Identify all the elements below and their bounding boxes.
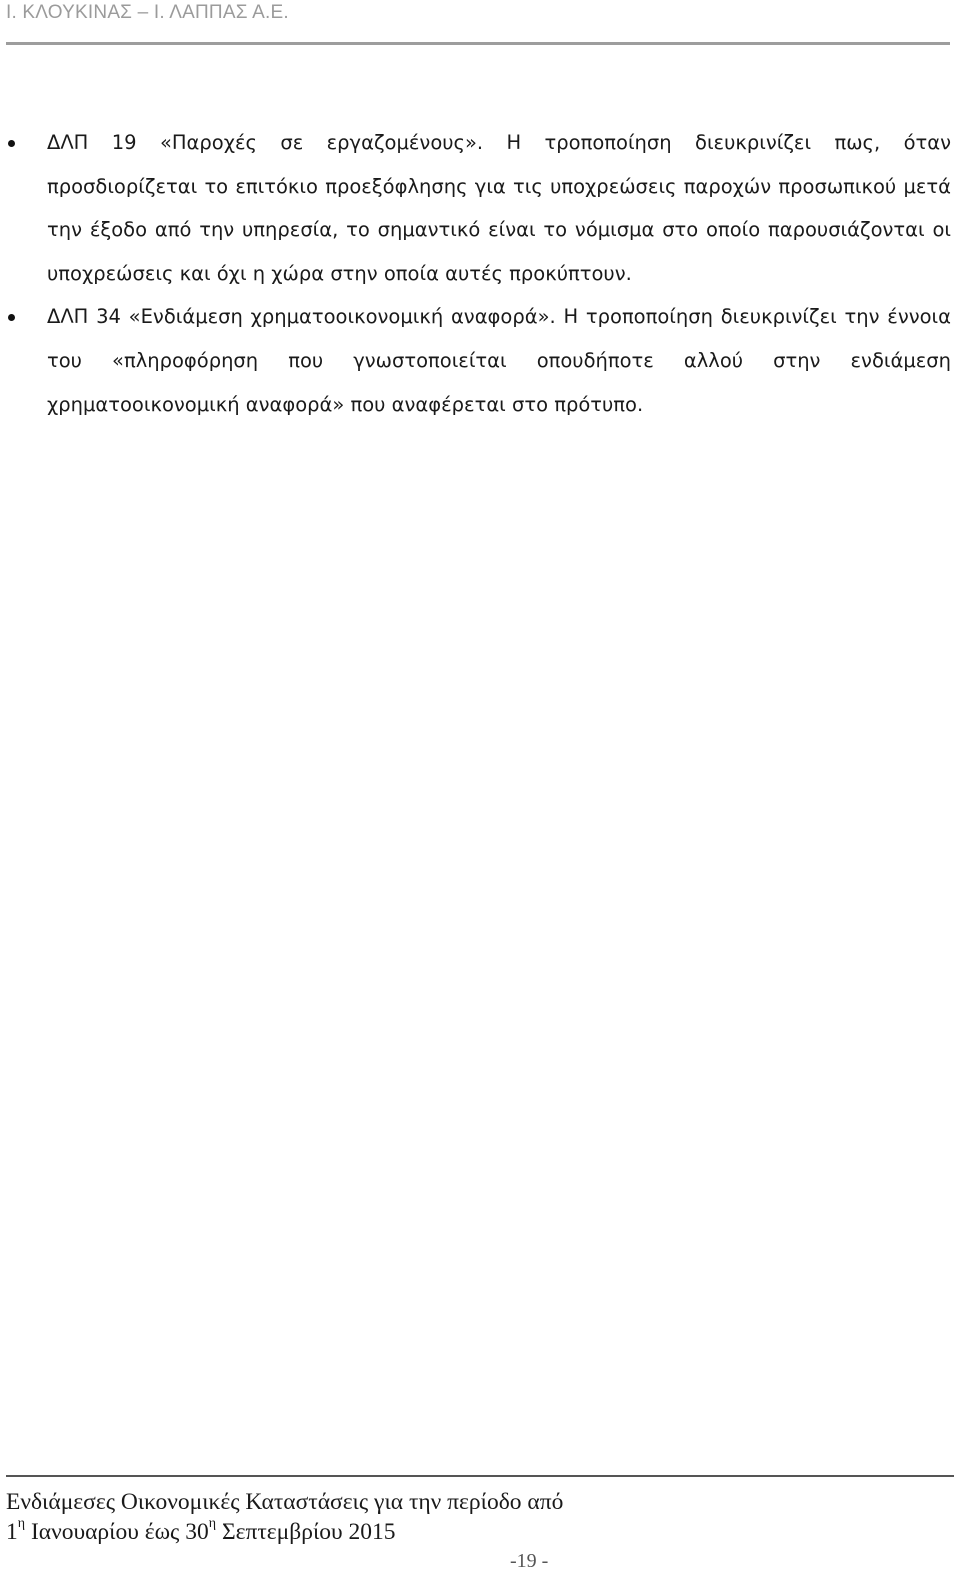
list-item-text: ΔΛΠ 19 «Παροχές σε εργαζομένους». Η τροποποίηση διευκρινίζει πως, όταν προσδιορίζεται το επιτόκιο προεξόφλησης για τις υποχρεώσεις παροχών προσωπικού μετά την έξοδο από την υπηρεσία, το σημαντικό είναι το νόμισμα στο οποίο παρουσιάζονται οι υποχρεώσεις και όχι η χώρα στην οποία αυτές προκύπτουν. [47,131,951,285]
list-item-text: ΔΛΠ 34 «Ενδιάμεση χρηματοοικονομική αναφορά». Η τροποποίηση διευκρινίζει την έννοια του «πληροφόρηση που γνωστοποιείται οπουδήποτε αλλού στην ενδιάμεση χρηματοοικονομική αναφορά» που αναφέρεται στο πρότυπο. [47,305,951,416]
list-item [47,295,951,426]
bullet-list [47,121,951,426]
page-number: -19 - [510,1550,549,1572]
list-item [47,121,951,295]
footer-title-line-2 [6,1516,396,1546]
footer-period-end: Σεπτεμβρίου 2015 [216,1519,396,1545]
footer-start-ordinal: η [17,1516,26,1532]
bullet-icon [8,140,15,147]
bullet-icon [8,314,15,321]
footer-period-middle: Ιανουαρίου έως 30 [25,1519,209,1545]
header-divider [6,42,950,45]
footer-start-day: 1 [6,1519,18,1545]
page-header [6,0,950,26]
footer-title-line-1: Ενδιάμεσες Οικονομικές Καταστάσεις για την περίοδο από [6,1489,564,1515]
footer-end-ordinal: η [208,1516,217,1532]
footer-divider [6,1475,954,1477]
header-title: Ι. ΚΛΟΥΚΙΝΑΣ – Ι. ΛΑΠΠΑΣ Α.Ε. [6,2,289,23]
